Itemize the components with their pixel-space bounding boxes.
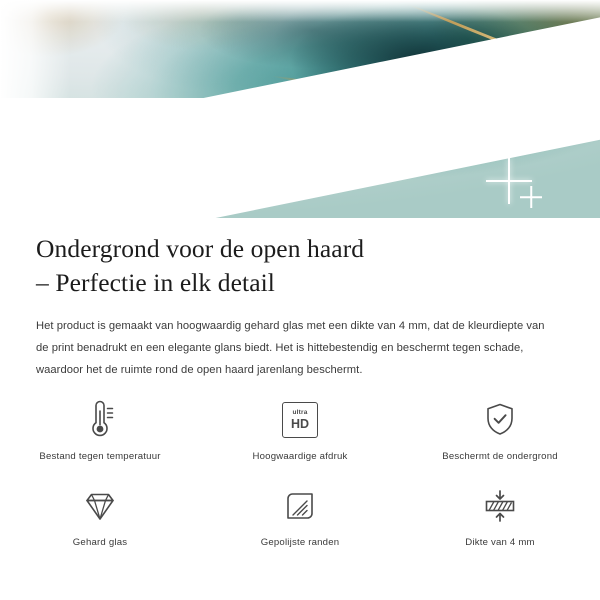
shield-check-icon [480, 398, 520, 442]
badge-main-text: HD [290, 416, 310, 431]
feature-label: Gepolijste randen [260, 537, 340, 548]
diamond-icon [79, 484, 121, 528]
thickness-icon [479, 484, 521, 528]
body-paragraph: Het product is gemaakt van hoogwaardig gehard glas met een dikte van 4 mm, dat de kleurdiepte van de print benadrukt en een elegante glans biedt. Het is hittebestendig en beschermt tegen schade, waardoor het de ruimte rond de open haard jarenlang beschermt. [36, 319, 545, 376]
ultra-hd-icon [282, 398, 318, 442]
feature-grid [0, 392, 600, 564]
feature-item-surface-protection [400, 392, 600, 478]
feature-label: Bestand tegen temperatuur [39, 451, 161, 462]
top-white-fade [0, 0, 600, 22]
text-content [0, 218, 600, 381]
headline-line-2: – Perfectie in elk detail [36, 267, 275, 297]
headline-line-1: Ondergrond voor de open haard [36, 234, 365, 263]
feature-item-print-quality [200, 392, 400, 478]
page-title [0, 218, 600, 300]
polished-edges-icon [280, 484, 320, 528]
thermometer-icon [80, 398, 120, 442]
feature-item-thickness [400, 478, 600, 564]
sparkle-icon [520, 186, 542, 208]
left-white-fade [0, 0, 70, 218]
feature-label: Gehard glas [72, 537, 128, 548]
feature-item-polished-edges [200, 478, 400, 564]
badge-top-text: ultra [292, 409, 308, 416]
glass-panel-edge [0, 98, 600, 218]
feature-label: Dikte van 4 mm [465, 537, 535, 548]
feature-label: Beschermt de ondergrond [442, 451, 558, 462]
feature-item-temperature [0, 392, 200, 478]
feature-label: Hoogwaardige afdruk [252, 451, 348, 462]
hero-image [0, 0, 600, 218]
feature-item-tempered-glass [0, 478, 200, 564]
